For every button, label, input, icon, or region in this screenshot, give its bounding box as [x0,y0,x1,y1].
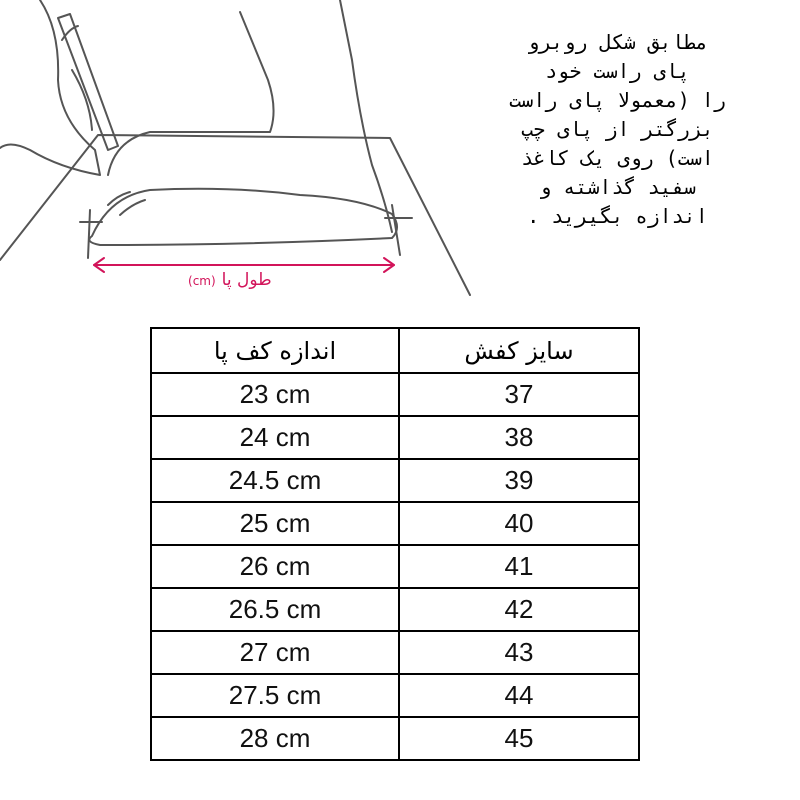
foot-length-cell: 23 cm [151,373,399,416]
shoe-size-cell: 45 [399,717,639,760]
foot-length-text: طول پا [221,270,272,290]
shoe-size-cell: 42 [399,588,639,631]
foot-length-cell: 27 cm [151,631,399,674]
instruction-line: سفید گذاشته و [539,175,696,199]
foot-length-cell: 24.5 cm [151,459,399,502]
leg-outline [108,12,274,175]
instruction-line: اندازه بگیرید . [527,204,708,228]
table-row [151,717,639,760]
instruction-line: مطابق شکل روبرو [527,30,708,54]
header-foot-length: اندازه کف پا [151,328,399,373]
shoe-size-cell: 39 [399,459,639,502]
foot-length-cell: 26.5 cm [151,588,399,631]
toe-lines [108,192,145,215]
table-row [151,631,639,674]
shoe-size-cell: 40 [399,502,639,545]
table-header-row [151,328,639,373]
shoe-size-table [150,327,640,761]
foot-measurement-illustration [0,0,480,310]
foot-length-cell: 27.5 cm [151,674,399,717]
instruction-line: است) روی یک کاغذ [521,146,714,170]
foot-length-cell: 26 cm [151,545,399,588]
table-row [151,373,639,416]
shoe-size-cell: 41 [399,545,639,588]
measurement-instructions [455,28,780,231]
heel-back-outline [340,0,392,232]
foot-length-cell: 24 cm [151,416,399,459]
table-row [151,674,639,717]
table-row [151,502,639,545]
instruction-line: را (معمولا پای راست [509,88,726,112]
shoe-size-cell: 38 [399,416,639,459]
table-row [151,588,639,631]
table-row [151,416,639,459]
toe-marker [80,210,102,258]
table-row [151,459,639,502]
foot-length-unit: (cm) [188,274,216,288]
foot-sole-outline [89,189,397,245]
instruction-line: پای راست خود [545,59,690,83]
header-shoe-size: سایز کفش [399,328,639,373]
foot-length-cell: 25 cm [151,502,399,545]
shoe-size-cell: 44 [399,674,639,717]
table-row [151,545,639,588]
instruction-line: بزرگتر از پای چپ [521,117,714,141]
shoe-size-cell: 37 [399,373,639,416]
foot-length-cell: 28 cm [151,717,399,760]
shoe-size-cell: 43 [399,631,639,674]
foot-length-label [188,270,272,290]
